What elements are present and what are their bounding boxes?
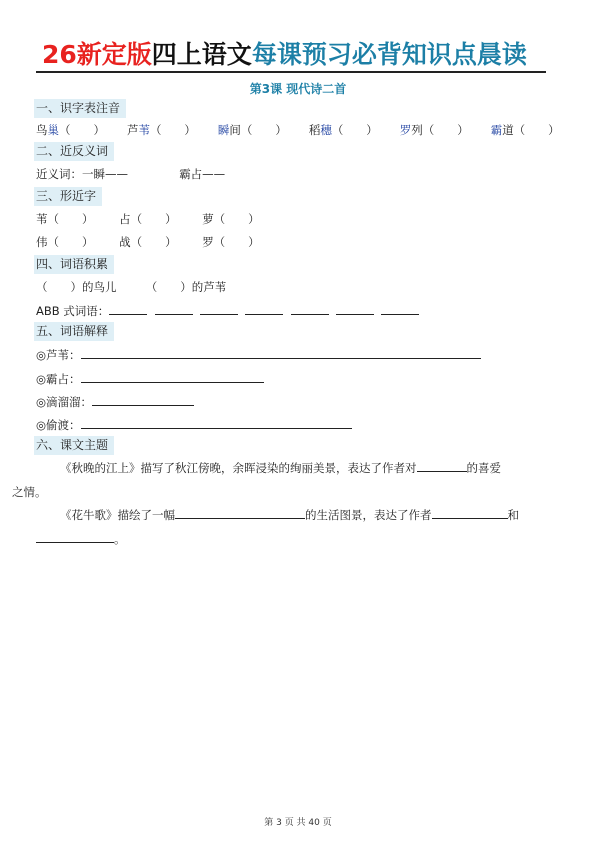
page-number: 第 3 页 共 40 页: [264, 818, 332, 828]
explanation-label: ◎偷渡：: [36, 418, 81, 432]
section-heading-accumulation: 四、词语积累: [34, 255, 114, 274]
answer-blank[interactable]: [175, 506, 305, 519]
section-heading-theme: 六、课文主题: [34, 436, 114, 455]
answer-blank[interactable]: [336, 302, 374, 315]
banner-edition: 26新定版: [42, 40, 152, 69]
answer-blank[interactable]: [245, 302, 283, 315]
banner-series: 每课预习必背知识点晨读: [251, 40, 527, 69]
explanation-row: [36, 416, 352, 433]
explanation-row: [36, 370, 264, 387]
explanation-row: [36, 346, 481, 363]
abb-row: [36, 302, 419, 319]
pinyin-item: 罗列（ ）: [399, 123, 469, 137]
theme-paragraph: 《秋晚的江上》描写了秋江傍晚，余晖浸染的绚丽美景，表达了作者对 的喜爱 之情。: [12, 461, 501, 499]
phrase-item: （ ）的芦苇: [145, 280, 227, 294]
similar-char: 罗（ ）: [202, 235, 260, 249]
pinyin-item: 鸟巢（ ）: [36, 123, 105, 137]
answer-blank[interactable]: [381, 302, 419, 315]
answer-blank[interactable]: [109, 302, 147, 315]
answer-blank[interactable]: [81, 346, 481, 359]
similar-chars-row: [36, 211, 260, 227]
answer-blank[interactable]: [81, 370, 264, 383]
pinyin-item: 霸道（ ）: [490, 123, 560, 137]
pinyin-item: 瞬间（ ）: [217, 123, 287, 137]
synonym-row: [36, 166, 225, 182]
answer-blank[interactable]: [417, 459, 467, 472]
similar-char: 战（ ）: [119, 235, 177, 249]
section-heading-explanations: 五、词语解释: [34, 322, 114, 341]
answer-blank[interactable]: [200, 302, 238, 315]
similar-char: 萝（ ）: [202, 212, 260, 226]
banner-subject: 四上语文: [151, 40, 252, 69]
theme-paragraph: 《花牛歌》描绘了一幅 的生活图景，表达了作者 和 。: [36, 503, 556, 551]
similar-char: 占（ ）: [119, 212, 177, 226]
answer-blank[interactable]: [92, 393, 194, 406]
phrase-row: [36, 279, 226, 295]
header-banner: [36, 40, 546, 72]
similar-chars-row: [36, 234, 260, 250]
synonym-item: 近义词：一瞬——: [36, 167, 128, 181]
answer-blank[interactable]: [291, 302, 329, 315]
answer-blank[interactable]: [81, 416, 352, 429]
banner-underline: [36, 71, 546, 73]
pinyin-item: 芦苇（ ）: [126, 123, 196, 137]
banner-title: [42, 40, 527, 70]
synonym-item: 霸占——: [179, 167, 226, 181]
section-heading-similar-chars: 三、形近字: [34, 187, 102, 206]
explanation-label: ◎芦苇：: [36, 348, 81, 362]
pinyin-row: [36, 122, 560, 138]
section-heading-pinyin: 一、识字表注音: [34, 99, 126, 118]
explanation-label: ◎滴溜溜：: [36, 395, 93, 409]
pinyin-item: 稻穗（ ）: [308, 123, 378, 137]
answer-blank[interactable]: [36, 530, 114, 543]
similar-char: 伟（ ）: [36, 235, 94, 249]
answer-blank[interactable]: [432, 506, 508, 519]
phrase-item: （ ）的鸟儿: [36, 280, 117, 294]
explanation-label: ◎霸占：: [36, 372, 81, 386]
explanation-row: [36, 393, 194, 410]
answer-blank[interactable]: [155, 302, 193, 315]
similar-char: 苇（ ）: [36, 212, 94, 226]
lesson-title: 第3课 现代诗二首: [249, 82, 347, 96]
section-heading-synonyms: 二、近反义词: [34, 142, 114, 161]
abb-label: ABB 式词语：: [36, 304, 110, 318]
